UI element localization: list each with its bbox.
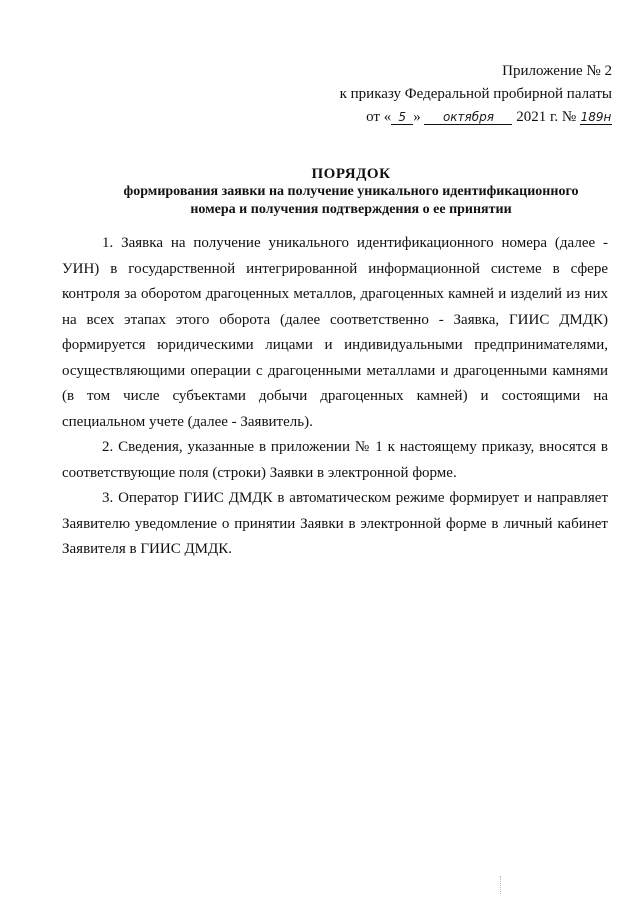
handwritten-order-number: 189н bbox=[580, 110, 612, 124]
annex-date-line bbox=[340, 106, 612, 129]
handwritten-month: октября bbox=[424, 110, 512, 125]
paragraph-2: 2. Сведения, указанные в приложении № 1 к настоящему приказу, вносятся в соответствующие поля (строки) Заявки в электронной форме. bbox=[62, 439, 608, 481]
heading-title: ПОРЯДОК bbox=[311, 166, 391, 182]
annex-title: Приложение № 2 bbox=[502, 63, 612, 79]
document-heading bbox=[60, 165, 640, 219]
date-mid: » bbox=[413, 109, 421, 125]
handwritten-day: 5 bbox=[391, 110, 413, 125]
document-body bbox=[62, 231, 608, 563]
paragraph-1: 1. Заявка на получение уникального идентификационного номера (далее - УИН) в государственной интегрированной информационной системе в сфере контроля за оборотом драгоценных металлов, драгоценных камней и изделий из них на всех этапах этого оборота (далее соответственно - Заявка, ГИИС ДМДК) формируется юридическими лицами и индивидуальными предпринимателями, осуществляющими операции с драгоценными металлами и драгоценными камнями (в том числе субъектами добычи драгоценных камней) и состоящими на специальном учете (далее - Заявитель). bbox=[62, 235, 608, 430]
annex-order-reference: к приказу Федеральной пробирной палаты bbox=[339, 86, 612, 102]
paragraph-3: 3. Оператор ГИИС ДМДК в автоматическом режиме формирует и направляет Заявителю уведомление о принятии Заявки в электронной форме в личный кабинет Заявителя в ГИИС ДМДК. bbox=[62, 490, 608, 557]
heading-subtitle-line1: формирования заявки на получение уникального идентификационного bbox=[123, 184, 579, 199]
date-year: 2021 г. № bbox=[516, 109, 577, 125]
date-prefix: от « bbox=[366, 109, 392, 125]
scan-artifact bbox=[500, 876, 513, 894]
heading-subtitle-line2: номера и получения подтверждения о ее принятии bbox=[190, 202, 512, 217]
annex-header bbox=[340, 60, 612, 129]
